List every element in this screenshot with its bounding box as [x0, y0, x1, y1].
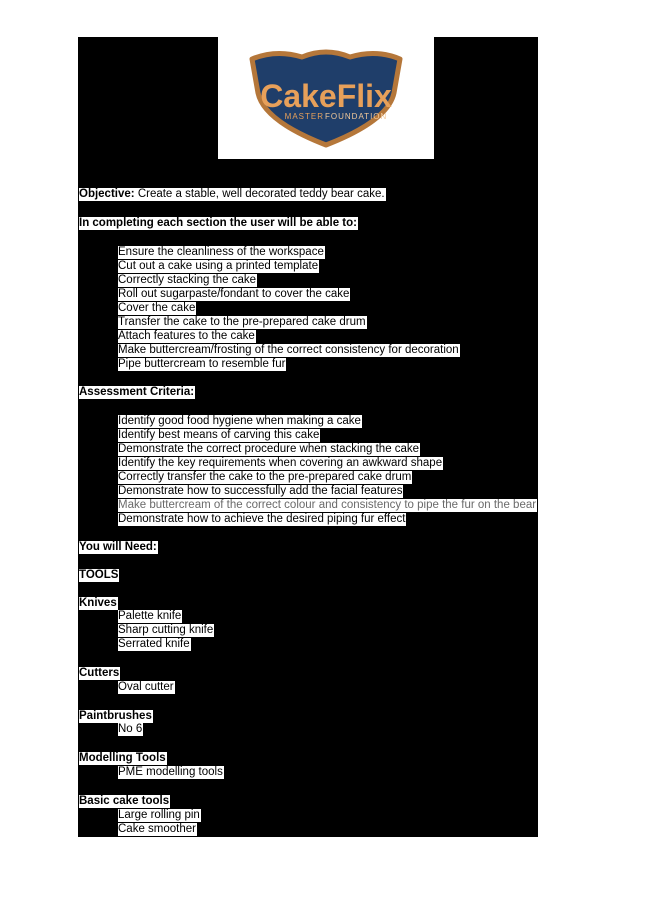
list-item: Identify the key requirements when covering an awkward shape	[118, 457, 443, 469]
section-title-paintbrushes: Paintbrushes	[79, 710, 152, 722]
list-item: Roll out sugarpaste/fondant to cover the cake	[118, 288, 350, 300]
section-title-knives: Knives	[79, 597, 117, 609]
section-title-cutters: Cutters	[79, 667, 120, 679]
section-title-basic-cake-tools: Basic cake tools	[79, 795, 170, 807]
list-item: Correctly stacking the cake	[118, 274, 257, 286]
logo-master: MASTER	[284, 112, 324, 121]
list-item: Ensure the cleanliness of the workspace	[118, 246, 324, 258]
logo-wordmark: CakeFlix	[260, 78, 392, 114]
objective-line	[79, 188, 386, 201]
list-item: Attach features to the cake	[118, 330, 255, 342]
list-item: Large rolling pin	[118, 809, 200, 821]
completing-heading: In completing each section the user will be able to:	[79, 217, 357, 229]
list-item: PME modelling tools	[118, 766, 223, 778]
list-item: Cake smoother	[118, 823, 196, 835]
section-title-modelling-tools: Modelling Tools	[79, 752, 166, 764]
list-item: Palette knife	[118, 610, 182, 622]
list-item: Make buttercream of the correct colour and consistency to pipe the fur on the bear	[118, 499, 537, 511]
list-item: Pipe buttercream to resemble fur	[118, 358, 286, 370]
list-item: Cut out a cake using a printed template	[118, 260, 319, 272]
list-item: Serrated knife	[118, 638, 190, 650]
list-item: Cover the cake	[118, 302, 196, 314]
list-item: Demonstrate how to achieve the desired piping fur effect	[118, 513, 406, 525]
tools-heading: TOOLS	[79, 569, 119, 581]
list-item: Identify good food hygiene when making a cake	[118, 415, 361, 427]
list-item: Transfer the cake to the pre-prepared cake drum	[118, 316, 366, 328]
objective-text: Create a stable, well decorated teddy bear cake.	[137, 188, 385, 200]
logo-panel	[218, 37, 434, 159]
objective-label: Objective:	[79, 188, 135, 200]
list-item: Demonstrate how to successfully add the facial features	[118, 485, 403, 497]
list-item: Correctly transfer the cake to the pre-prepared cake drum	[118, 471, 412, 483]
list-item: Oval cutter	[118, 681, 174, 693]
cakeflix-logo	[218, 37, 434, 159]
need-heading: You will Need:	[79, 541, 157, 553]
assessment-heading: Assessment Criteria:	[79, 386, 195, 398]
list-item: Identify best means of carving this cake	[118, 429, 320, 441]
list-item: Sharp cutting knife	[118, 624, 214, 636]
list-item: No 6	[118, 723, 143, 735]
list-item: Make buttercream/frosting of the correct consistency for decoration	[118, 344, 459, 356]
list-item: Demonstrate the correct procedure when stacking the cake	[118, 443, 420, 455]
logo-foundation: FOUNDATION	[325, 112, 388, 121]
